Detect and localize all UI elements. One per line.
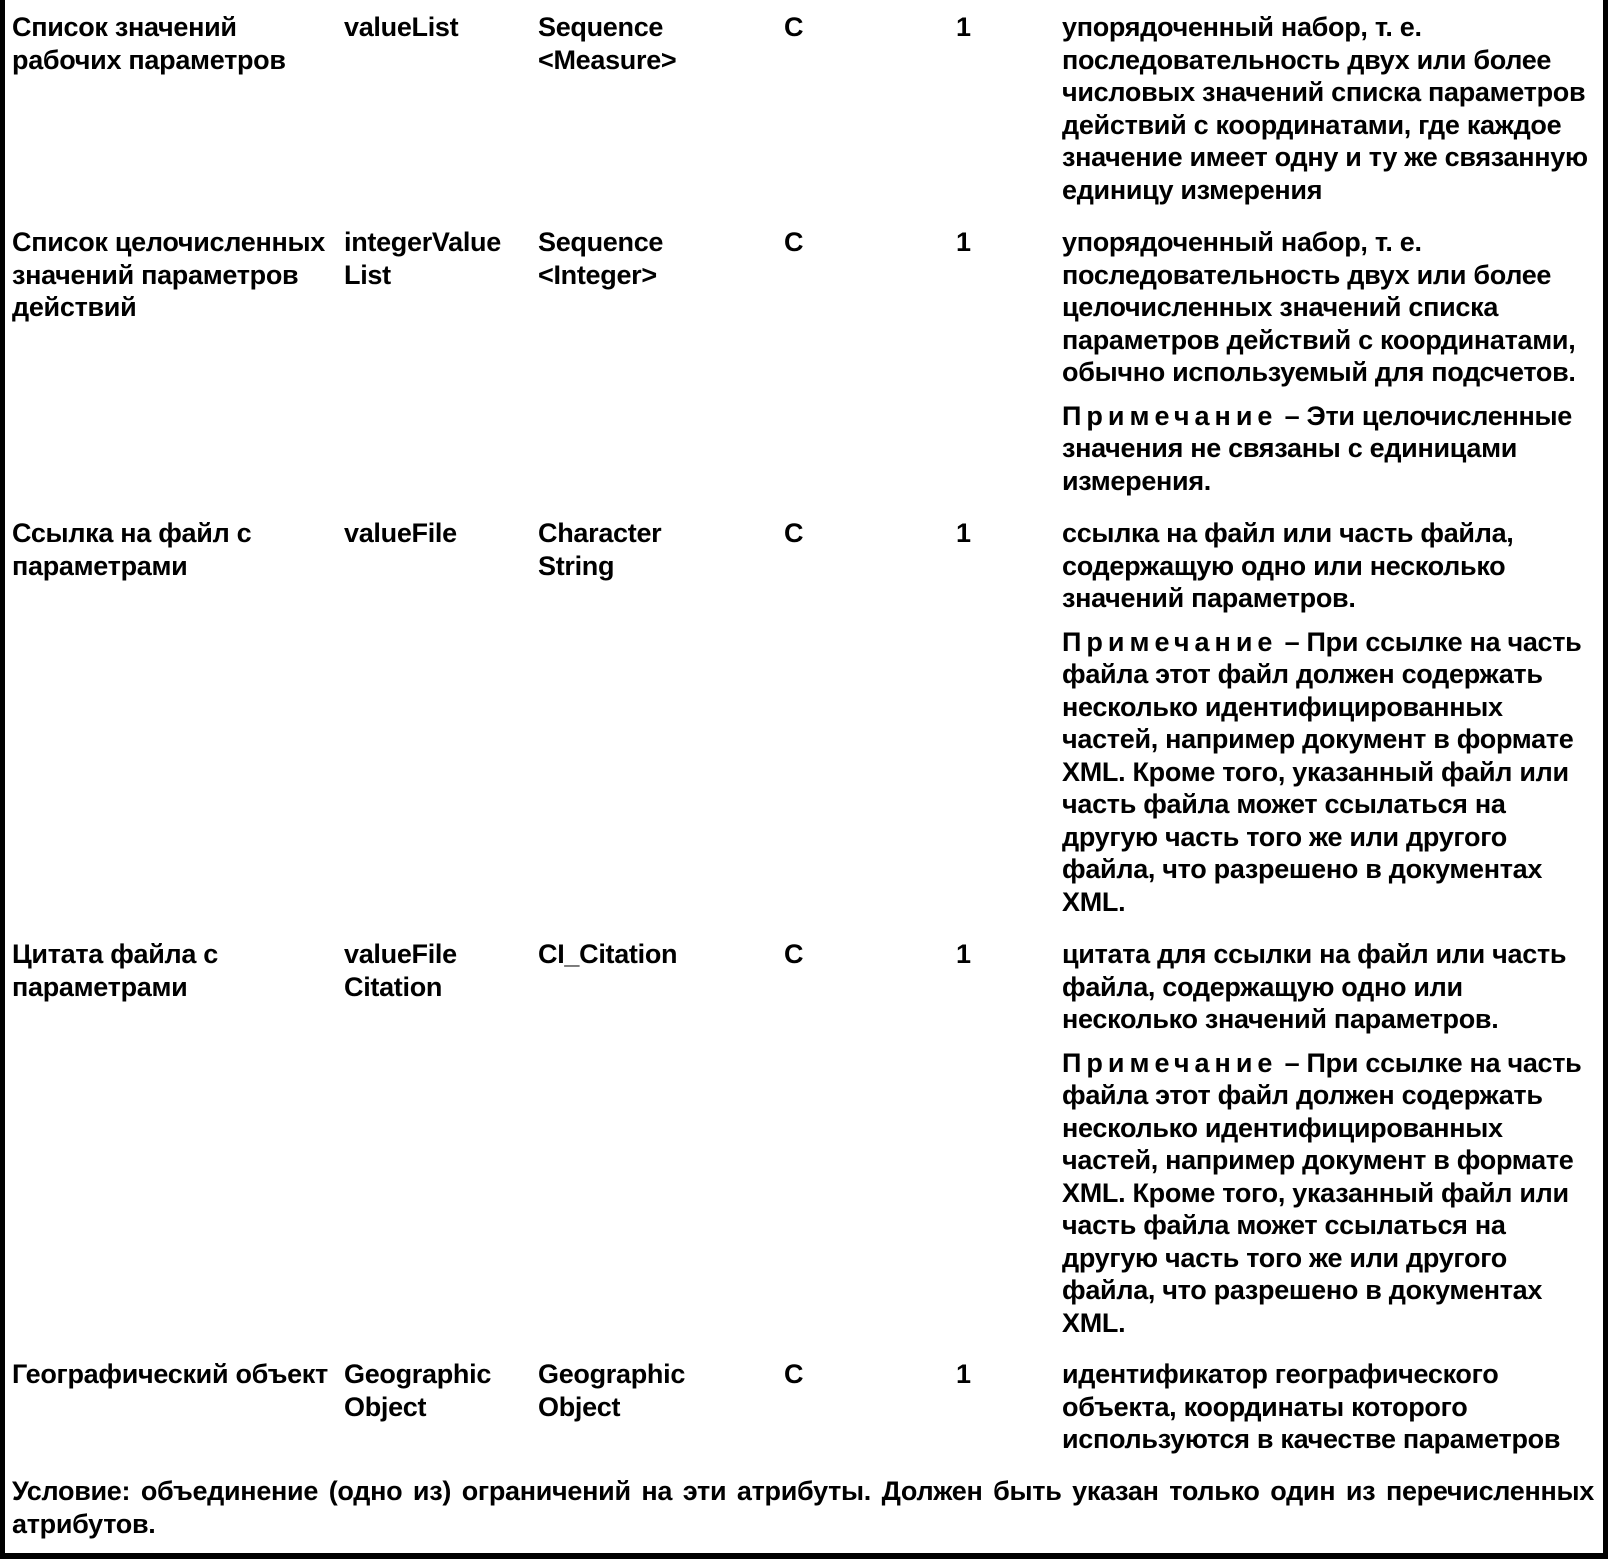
attribute-obligation: C [784,939,804,969]
note-label: Примечание [1062,626,1278,657]
attribute-definition [1062,226,1602,497]
attribute-obligation: C [784,518,804,548]
definition-text: упорядоченный набор, т. е. последовательность двух или более целочисленных значений списка параметров действий с координатами, обычно используемый для подсчетов. [1062,227,1576,387]
note-text: – Эти целочисленные значения не связаны с единицами измерения. [1062,400,1573,496]
attribute-name: Список значений рабочих параметров [12,12,286,75]
definition-note [1062,400,1602,498]
definition-text: идентификатор географического объекта, координаты которого используются в качестве параметров [1062,1359,1561,1454]
attribute-type: CI_Citation [538,939,678,969]
attribute-max-occurrence: 1 [956,518,971,548]
attribute-obligation: C [784,1359,804,1389]
note-text: – При ссылке на часть файла этот файл должен содержать несколько идентифицированных частей, например документ в формате XML. Кроме того, указанный файл или часть файла может ссылаться на другую часть того же или другого файла, что разрешено в документах XML. [1062,626,1582,917]
attribute-obligation: C [784,227,804,257]
definition-note [1062,1047,1602,1340]
definition-text: цитата для ссылки на файл или часть файла, содержащую одно или несколько значений параметров. [1062,939,1567,1034]
note-text: – При ссылке на часть файла этот файл должен содержать несколько идентифицированных частей, например документ в формате XML. Кроме того, указанный файл или часть файла может ссылаться на другую часть того же или другого файла, что разрешено в документах XML. [1062,1047,1582,1338]
attribute-code: valueFile [344,518,457,548]
attribute-max-occurrence: 1 [956,12,971,42]
attribute-code: Geographic Object [344,1359,492,1422]
attribute-max-occurrence: 1 [956,227,971,257]
attribute-obligation: C [784,12,804,42]
definition-text: ссылка на файл или часть файла, содержащую одно или несколько значений параметров. [1062,518,1514,613]
attribute-max-occurrence: 1 [956,1359,971,1389]
attribute-name: Географический объект [12,1359,328,1389]
attribute-code: valueFile Citation [344,939,457,1002]
note-label: Примечание [1062,400,1278,431]
attribute-definition [1062,1358,1602,1456]
attribute-code: integerValue List [344,227,501,290]
attribute-type: Character String [538,518,662,581]
attribute-code: valueList [344,12,459,42]
attribute-max-occurrence: 1 [956,939,971,969]
attribute-name: Список целочисленных значений параметров действий [12,227,325,322]
attribute-type: Geographic Object [538,1359,686,1422]
attribute-name: Цитата файла с параметрами [12,939,219,1002]
attribute-type: Sequence <Integer> [538,227,664,290]
attribute-name: Ссылка на файл с параметрами [12,518,252,581]
attribute-definition [1062,938,1602,1339]
note-label: Примечание [1062,1047,1278,1078]
definition-text: упорядоченный набор, т. е. последовательность двух или более числовых значений списка параметров действий с координатами, где каждое значение имеет одну и ту же связанную единицу измерения [1062,12,1588,205]
definition-note [1062,626,1602,919]
table-condition: Условие: объединение (одно из) ограничений на эти атрибуты. Должен быть указан только один из перечисленных атрибутов. [12,1476,1594,1539]
attribute-definition [1062,11,1602,206]
attribute-type: Sequence <Measure> [538,12,677,75]
attribute-definition [1062,517,1602,918]
